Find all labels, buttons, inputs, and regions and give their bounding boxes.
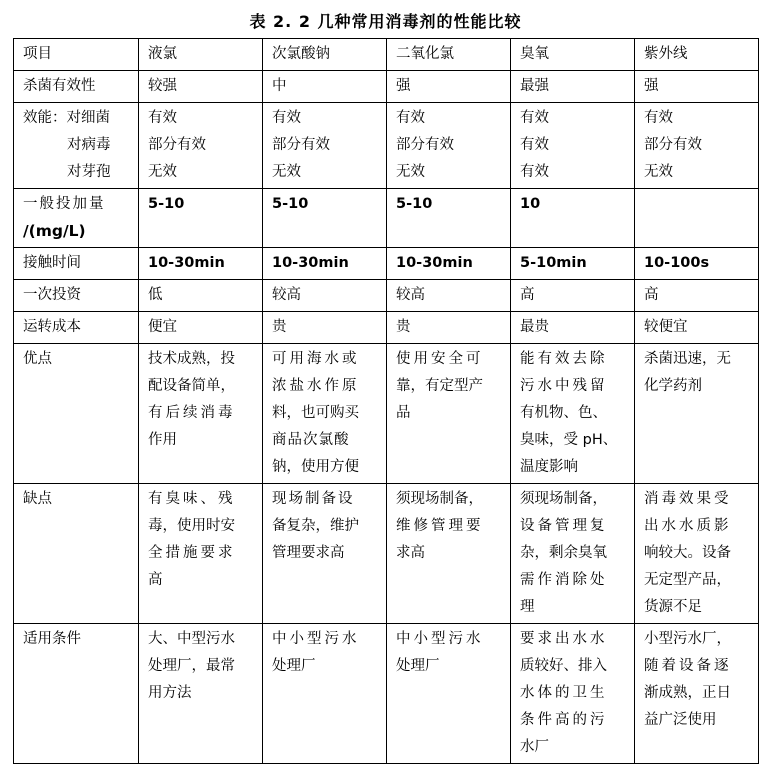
table-row — [14, 280, 759, 312]
cell-line: 钠，使用方便 — [272, 459, 359, 475]
table-cell: 5-10 — [387, 189, 511, 248]
row-label — [14, 189, 139, 248]
cell-line: 有臭味、残 — [148, 491, 236, 507]
cell-line: 温度影响 — [520, 459, 578, 475]
cell-line: 商品次氯酸 — [272, 432, 350, 448]
header-cell: 液氯 — [139, 39, 263, 71]
cell-line: 无效 — [396, 164, 425, 180]
table-cell: 贵 — [387, 312, 511, 344]
row-label: 缺点 — [14, 484, 139, 624]
table-cell: 强 — [387, 71, 511, 103]
table-cell: 10-30min — [263, 248, 387, 280]
row-label: 适用条件 — [14, 624, 139, 764]
table-cell: 5-10min — [511, 248, 635, 280]
row-label — [14, 103, 139, 189]
cell-line: 管理要求高 — [272, 545, 345, 561]
table-cell — [387, 484, 511, 624]
table-row — [14, 484, 759, 624]
table-cell — [635, 624, 759, 764]
cell-line: 中小型污水 — [396, 631, 484, 647]
table-cell: 5-10 — [263, 189, 387, 248]
cell-line: 无效 — [644, 164, 673, 180]
cell-line: 有效 — [148, 110, 177, 126]
header-cell: 紫外线 — [635, 39, 759, 71]
table-row — [14, 312, 759, 344]
table-cell: 较便宜 — [635, 312, 759, 344]
cell-line: 水厂 — [520, 739, 549, 755]
cell-line: 响较大。设备 — [644, 545, 731, 561]
cell-line: 货源不足 — [644, 599, 702, 615]
cell-line: 有效 — [520, 137, 549, 153]
table-cell — [263, 484, 387, 624]
cell-line: 须现场制备， — [520, 491, 607, 507]
table-cell: 10 — [511, 189, 635, 248]
cell-line: 化学药剂 — [644, 378, 702, 394]
table-cell — [139, 484, 263, 624]
cell-line: 用方法 — [148, 685, 192, 701]
cell-line: 无定型产品， — [644, 572, 731, 588]
cell-line: 部分有效 — [644, 137, 702, 153]
cell-line: 靠，有定型产 — [396, 378, 483, 394]
table-cell — [387, 624, 511, 764]
cell-line: 处理厂 — [396, 658, 440, 674]
table-cell: 较高 — [263, 280, 387, 312]
table-cell — [139, 624, 263, 764]
header-cell: 项目 — [14, 39, 139, 71]
cell-line: 作用 — [148, 432, 177, 448]
label-line: 一般投加量 — [23, 196, 106, 212]
label-line: 对病毒 — [67, 137, 111, 153]
table-cell — [511, 344, 635, 484]
cell-line: 设备管理复 — [520, 518, 608, 534]
cell-line: 小型污水厂， — [644, 631, 731, 647]
cell-line: 有效 — [644, 110, 673, 126]
cell-line: 使用安全可 — [396, 351, 484, 367]
cell-line: 有效 — [520, 164, 549, 180]
table-cell — [511, 103, 635, 189]
cell-line: 维修管理要 — [396, 518, 484, 534]
cell-line: 技术成熟，投 — [148, 351, 235, 367]
table-cell — [263, 344, 387, 484]
cell-line: 理 — [520, 599, 535, 615]
table-cell: 10-100s — [635, 248, 759, 280]
cell-line: 要求出水水 — [520, 631, 608, 647]
table-cell: 中 — [263, 71, 387, 103]
row-label: 接触时间 — [14, 248, 139, 280]
cell-line: 出水水质影 — [644, 518, 732, 534]
cell-line: 可用海水或 — [272, 351, 360, 367]
table-cell: 较高 — [387, 280, 511, 312]
label-line: 对芽孢 — [67, 164, 111, 180]
table-header-row — [14, 39, 759, 71]
table-title: 表 2. 2 几种常用消毒剂的性能比较 — [249, 12, 522, 31]
cell-line: 毒，使用时安 — [148, 518, 235, 534]
cell-line: 无效 — [148, 164, 177, 180]
cell-line: 水体的卫生 — [520, 685, 608, 701]
table-cell — [635, 344, 759, 484]
table-cell — [263, 624, 387, 764]
header-cell: 次氯酸钠 — [263, 39, 387, 71]
table-row — [14, 103, 759, 189]
cell-line: 配设备简单， — [148, 378, 235, 394]
cell-line: 条件高的污 — [520, 712, 608, 728]
cell-line: 有效 — [396, 110, 425, 126]
cell-line: 高 — [148, 572, 163, 588]
table-cell: 5-10 — [139, 189, 263, 248]
cell-line: 部分有效 — [148, 137, 206, 153]
table-cell — [387, 344, 511, 484]
row-label: 杀菌有效性 — [14, 71, 139, 103]
cell-line: 污水中残留 — [520, 378, 608, 394]
cell-line: 质较好、排入 — [520, 658, 607, 674]
table-cell: 便宜 — [139, 312, 263, 344]
table-cell — [511, 484, 635, 624]
cell-line: 求高 — [396, 545, 425, 561]
label-line: /(mg/L) — [23, 222, 86, 240]
table-cell: 强 — [635, 71, 759, 103]
table-cell — [387, 103, 511, 189]
header-cell: 臭氧 — [511, 39, 635, 71]
cell-line: 益广泛使用 — [644, 712, 717, 728]
table-cell: 贵 — [263, 312, 387, 344]
cell-line: 杀菌迅速，无 — [644, 351, 731, 367]
cell-line: 品 — [396, 405, 411, 421]
table-cell — [263, 103, 387, 189]
table-cell — [635, 189, 759, 248]
row-label: 一次投资 — [14, 280, 139, 312]
cell-line: 能有效去除 — [520, 351, 608, 367]
cell-line: 杂，剩余臭氧 — [520, 545, 607, 561]
cell-line: 部分有效 — [272, 137, 330, 153]
cell-line: 有后续消毒 — [148, 405, 236, 421]
table-cell: 最贵 — [511, 312, 635, 344]
cell-line: 消毒效果受 — [644, 491, 732, 507]
table-cell: 10-30min — [387, 248, 511, 280]
cell-line: 处理厂 — [272, 658, 316, 674]
cell-line: 大、中型污水 — [148, 631, 235, 647]
cell-line: 部分有效 — [396, 137, 454, 153]
cell-line: 现场制备设 — [272, 491, 355, 507]
table-row — [14, 189, 759, 248]
table-cell — [139, 103, 263, 189]
table-row — [14, 344, 759, 484]
table-cell — [139, 344, 263, 484]
table-cell — [635, 103, 759, 189]
cell-line: 料，也可购买 — [272, 405, 359, 421]
row-label: 运转成本 — [14, 312, 139, 344]
cell-line: 有效 — [272, 110, 301, 126]
cell-line: 备复杂，维护 — [272, 518, 359, 534]
cell-line: 须现场制备， — [396, 491, 483, 507]
table-cell: 10-30min — [139, 248, 263, 280]
cell-line: 渐成熟，正日 — [644, 685, 731, 701]
cell-line: 有机物、色、 — [520, 405, 607, 421]
comparison-table — [13, 38, 759, 764]
table-cell: 较强 — [139, 71, 263, 103]
table-cell — [511, 624, 635, 764]
cell-line: 随着设备逐 — [644, 658, 732, 674]
table-cell: 高 — [511, 280, 635, 312]
cell-line: 处理厂，最常 — [148, 658, 235, 674]
cell-line: 浓盐水作原 — [272, 378, 360, 394]
table-row — [14, 624, 759, 764]
cell-line: 需作消除处 — [520, 572, 608, 588]
table-cell: 最强 — [511, 71, 635, 103]
cell-line: 中小型污水 — [272, 631, 360, 647]
row-label: 优点 — [14, 344, 139, 484]
cell-line: 臭味，受 pH、 — [520, 432, 618, 448]
table-cell: 低 — [139, 280, 263, 312]
cell-line: 无效 — [272, 164, 301, 180]
table-row — [14, 248, 759, 280]
table-row — [14, 71, 759, 103]
cell-line: 全措施要求 — [148, 545, 236, 561]
table-cell: 高 — [635, 280, 759, 312]
cell-line: 有效 — [520, 110, 549, 126]
label-line: 效能：对细菌 — [23, 110, 110, 126]
header-cell: 二氧化氯 — [387, 39, 511, 71]
table-cell — [635, 484, 759, 624]
